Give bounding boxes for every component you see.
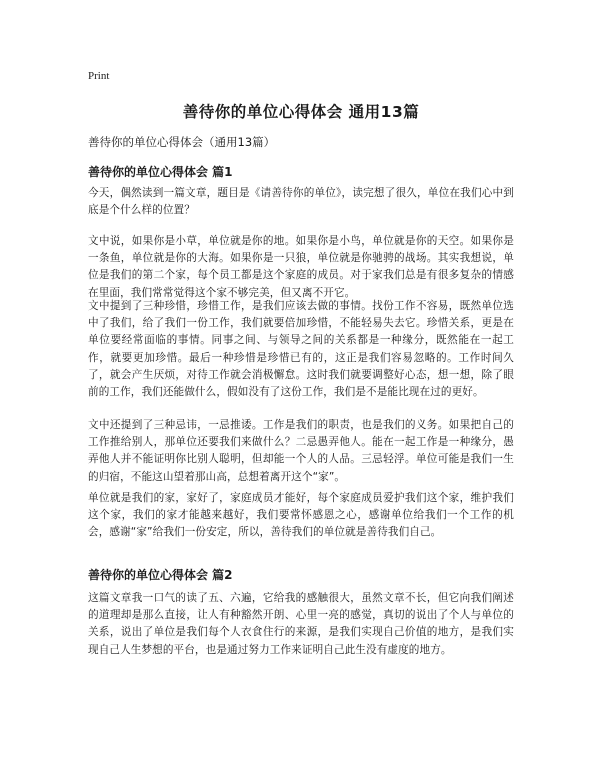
print-label[interactable]: Print [88,70,110,82]
section-1-paragraph: 文中提到了三种珍惜，珍惜工作，是我们应该去做的事情。找份工作不容易，既然单位选中了我们，给了我们一份工作，我们就要倍加珍惜，不能轻易失去它。珍惜关系，更是在单位要经常面临的事情。同事之间、与领导之间的关系都是一种缘分，既然能在一起工作，就要更加珍惜。最后一种珍惜是珍惜已有的，这正是我们容易忽略的。工作时间久了，就会产生厌烦，对待工作就会消极懈怠。这时我们就要调整好心态，想一想，除了眼前的工作，我们还能做什么，假如没有了这份工作，我们是不是能比现在过的更好。 [88,300,514,399]
section-2-heading: 善待你的单位心得体会 篇2 [88,568,233,582]
section-1-paragraph: 今天，偶然读到一篇文章，题目是《请善待你的单位》，读完想了很久，单位在我们心中到底是个什么样的位置？ [88,187,514,217]
document-subtitle: 善待你的单位心得体会（通用13篇） [88,135,276,149]
section-1-paragraph: 文中还提到了三种忌讳，一忌推诿。工作是我们的职责，也是我们的义务。如果把自己的工作推给别人，那单位还要我们来做什么？二忌愚弄他人。能在一起工作是一种缘分，愚弄他人并不能证明你比别人聪明，但却能一个人的人品。三忌轻浮。单位可能是我们一生的归宿，不能这山望着那山高，总想着离开这个“家”。 [88,419,514,483]
section-1-paragraph: 单位就是我们的家，家好了，家庭成员才能好，每个家庭成员爱护我们这个家，维护我们这个家，我们的家才能越来越好，我们要常怀感恩之心，感谢单位给我们一个工作的机会，感谢“家”给我们一份安定，所以，善待我们的单位就是善待我们自己。 [88,492,514,539]
document-title: 善待你的单位心得体会 通用13篇 [182,103,420,121]
section-1-heading: 善待你的单位心得体会 篇1 [88,165,233,179]
section-1-paragraph: 文中说，如果你是小草，单位就是你的地。如果你是小鸟，单位就是你的天空。如果你是一条鱼，单位就是你的大海。如果你是一只狼，单位就是你驰骋的战场。其实我想说，单位是我们的第二个家，每个员工都是这个家庭的成员。对于家我们总是有很多复杂的情感在里面，我们常常觉得这个家不够完美，但又离不开它。 [88,235,514,299]
section-2-paragraph: 这篇文章我一口气的读了五、六遍，它给我的感触很大，虽然文章不长，但它向我们阐述的道理却是那么直接，让人有种豁然开朗、心里一亮的感觉，真切的说出了个人与单位的关系，说出了单位是我们每个人衣食住行的来源，是我们实现自己价值的地方，是我们实现自己人生梦想的平台，也是通过努力工作来证明自己此生没有虚度的地方。 [88,592,514,656]
